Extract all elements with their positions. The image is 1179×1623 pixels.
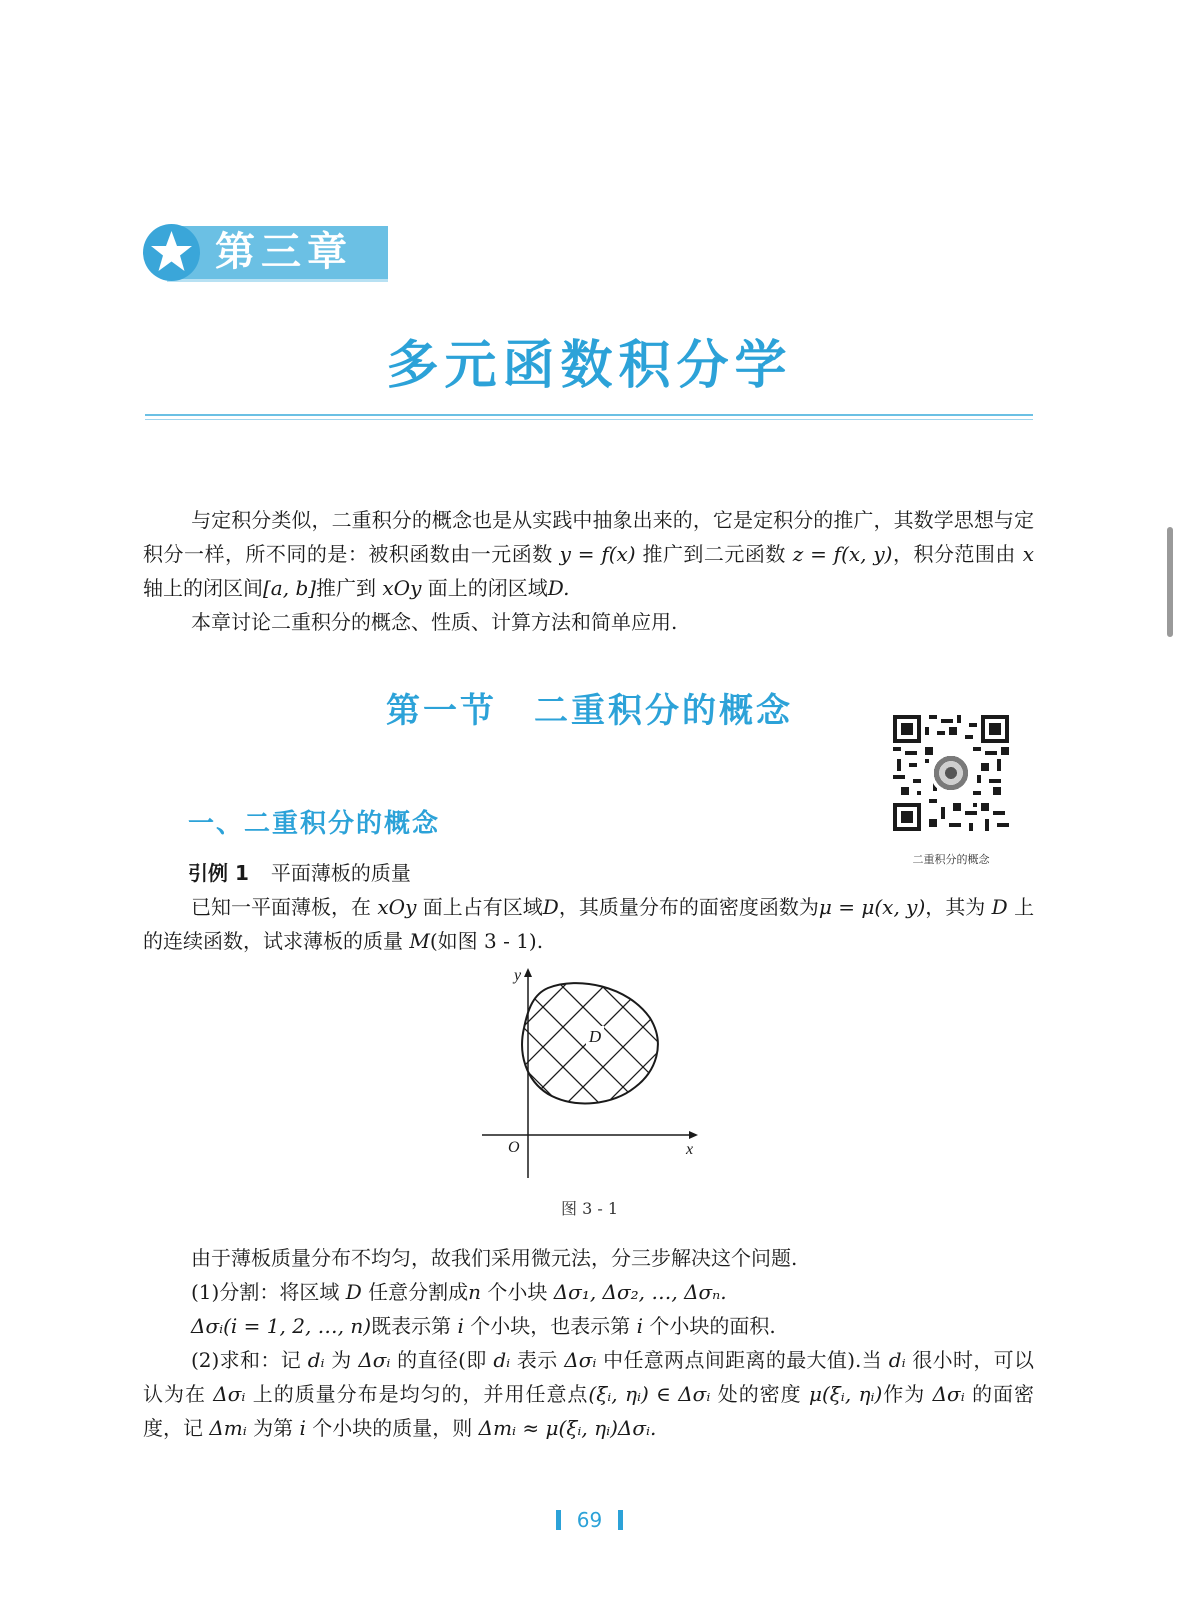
subsection-title: 一、二重积分的概念 bbox=[188, 809, 441, 839]
y-axis-label: y bbox=[514, 967, 522, 984]
problem-paragraph: 已知一平面薄板，在 xOy 面上占有区域D，其质量分布的面密度函数为μ = μ(x, y)，其为 D 上的连续函数，试求薄板的质量 M(如图 3 - 1). bbox=[143, 895, 1035, 953]
method-intro: 由于薄板质量分布不均匀，故我们采用微元法，分三步解决这个问题. bbox=[191, 1246, 798, 1270]
step-2-paragraph: (2)求和：记 dᵢ 为 Δσᵢ 的直径(即 dᵢ 表示 Δσᵢ 中任意两点间距离的最大值).当 dᵢ 很小时，可以认为在 Δσᵢ 上的质量分布是均匀的，并用任意点(ξᵢ, ηᵢ) ∈ Δσᵢ 处的密度 μ(ξᵢ, ηᵢ)作为 Δσᵢ 的面密度，记 Δmᵢ 为第 i 个小块的质量，则 Δmᵢ ≈ μ(ξᵢ, ηᵢ)Δσᵢ. bbox=[143, 1348, 1035, 1440]
chapter-badge bbox=[143, 224, 388, 281]
region-label: D bbox=[588, 1027, 602, 1046]
step-1-line: (1)分割：将区域 D 任意分割成n 个小块 Δσ₁, Δσ₂, …, Δσₙ. bbox=[191, 1280, 727, 1304]
figure-caption: 图 3 - 1 bbox=[560, 1199, 619, 1218]
example-heading bbox=[188, 857, 411, 886]
x-axis-label: x bbox=[686, 1141, 694, 1158]
y-axis-arrow bbox=[524, 968, 532, 977]
star-icon bbox=[143, 224, 200, 281]
origin-label: O bbox=[508, 1139, 520, 1156]
scrollbar-thumb[interactable] bbox=[1167, 527, 1173, 637]
figure-3-1 bbox=[478, 962, 708, 1184]
qr-code[interactable] bbox=[893, 715, 1009, 831]
example-label: 引例 1 bbox=[188, 861, 249, 885]
title-rule bbox=[145, 414, 1033, 416]
title-rule-thin bbox=[145, 419, 1033, 420]
page-number bbox=[0, 1508, 1179, 1532]
intro-paragraph: 与定积分类似，二重积分的概念也是从实践中抽象出来的，它是定积分的推广，其数学思想与定积分一样，所不同的是：被积函数由一元函数 y = f(x) 推广到二元函数 z = f(x, y)，积分范围由 x 轴上的闭区间[a, b]推广到 xOy 面上的闭区域D. bbox=[143, 508, 1035, 600]
intro-paragraph-2: 本章讨论二重积分的概念、性质、计算方法和简单应用. bbox=[191, 610, 678, 634]
qr-caption: 二重积分的概念 bbox=[912, 853, 990, 866]
chapter-label: 第三章 bbox=[215, 229, 353, 275]
page-number-value: 69 bbox=[576, 1508, 603, 1532]
section-title: 第一节 二重积分的概念 bbox=[386, 691, 793, 731]
x-axis-arrow bbox=[689, 1131, 698, 1139]
chapter-title: 多元函数积分学 bbox=[386, 335, 793, 396]
step-1-note: Δσᵢ(i = 1, 2, …, n)既表示第 i 个小块，也表示第 i 个小块的面积. bbox=[191, 1314, 776, 1338]
example-title: 平面薄板的质量 bbox=[270, 861, 411, 885]
